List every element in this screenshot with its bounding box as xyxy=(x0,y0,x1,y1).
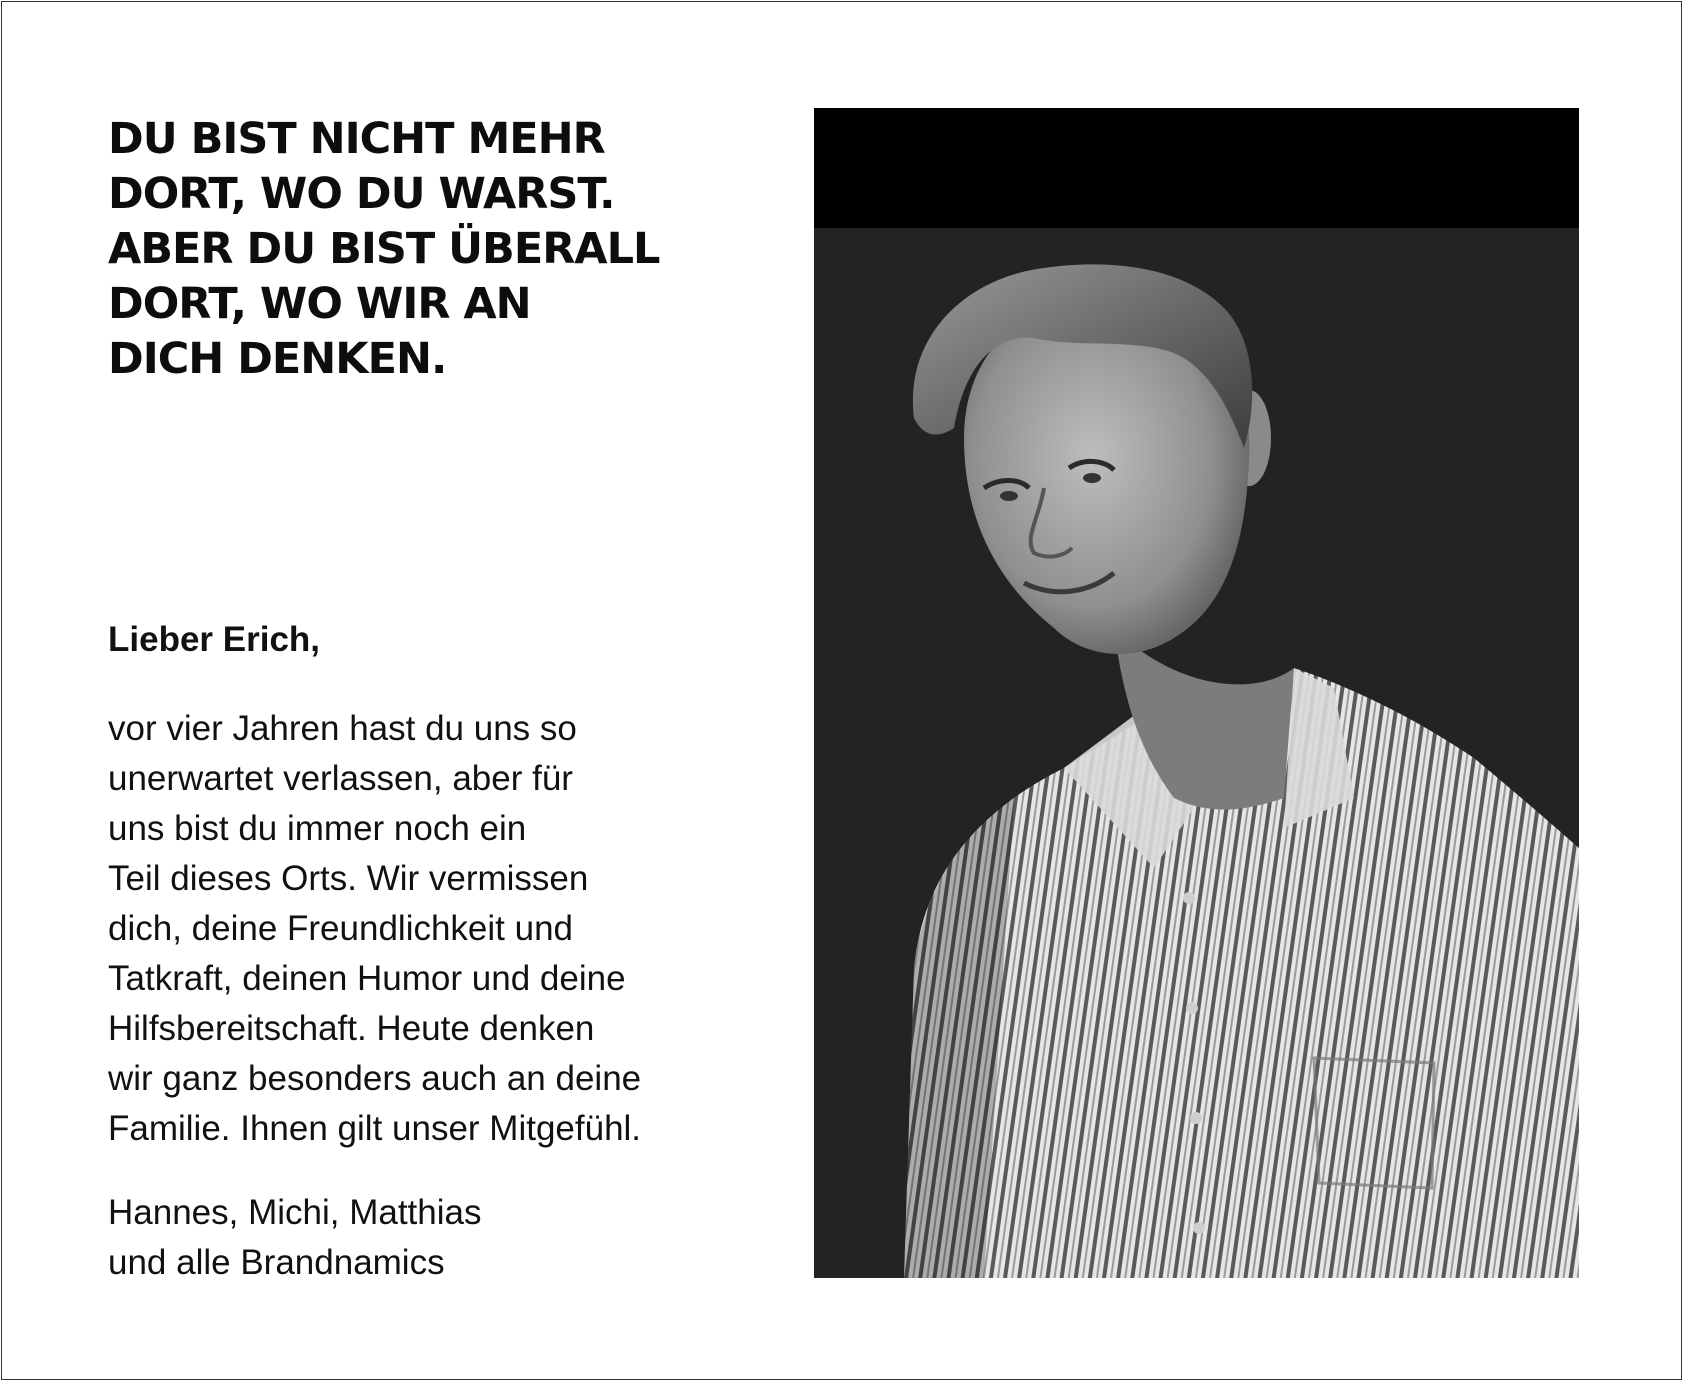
signature-line: und alle Brandnamics xyxy=(108,1243,445,1282)
body-line: wir ganz besonders auch an deine xyxy=(108,1059,642,1098)
heading-line: DICH DENKEN. xyxy=(108,334,447,384)
letter-body xyxy=(108,704,748,1154)
memorial-card xyxy=(1,1,1682,1380)
body-line: unerwartet verlassen, aber für xyxy=(108,759,573,798)
portrait-figure xyxy=(814,108,1579,1278)
body-line: Teil dieses Orts. Wir vermissen xyxy=(108,859,589,898)
portrait-photo xyxy=(814,108,1579,1278)
heading-line: DORT, WO DU WARST. xyxy=(108,169,615,219)
signature-line: Hannes, Michi, Matthias xyxy=(108,1193,482,1232)
body-line: Tatkraft, deinen Humor und deine xyxy=(108,959,626,998)
heading-line: DORT, WO WIR AN xyxy=(108,279,531,329)
body-line: dich, deine Freundlichkeit und xyxy=(108,909,574,948)
letter-salutation: Lieber Erich, xyxy=(108,620,321,659)
body-line: Hilfsbereitschaft. Heute denken xyxy=(108,1009,595,1048)
heading-line: DU BIST NICHT MEHR xyxy=(108,114,605,164)
body-line: Familie. Ihnen gilt unser Mitgefühl. xyxy=(108,1109,642,1148)
memorial-heading xyxy=(108,112,728,387)
letter-signature xyxy=(108,1188,481,1288)
body-line: uns bist du immer noch ein xyxy=(108,809,527,848)
heading-line: ABER DU BIST ÜBERALL xyxy=(108,224,660,274)
body-line: vor vier Jahren hast du uns so xyxy=(108,709,577,748)
